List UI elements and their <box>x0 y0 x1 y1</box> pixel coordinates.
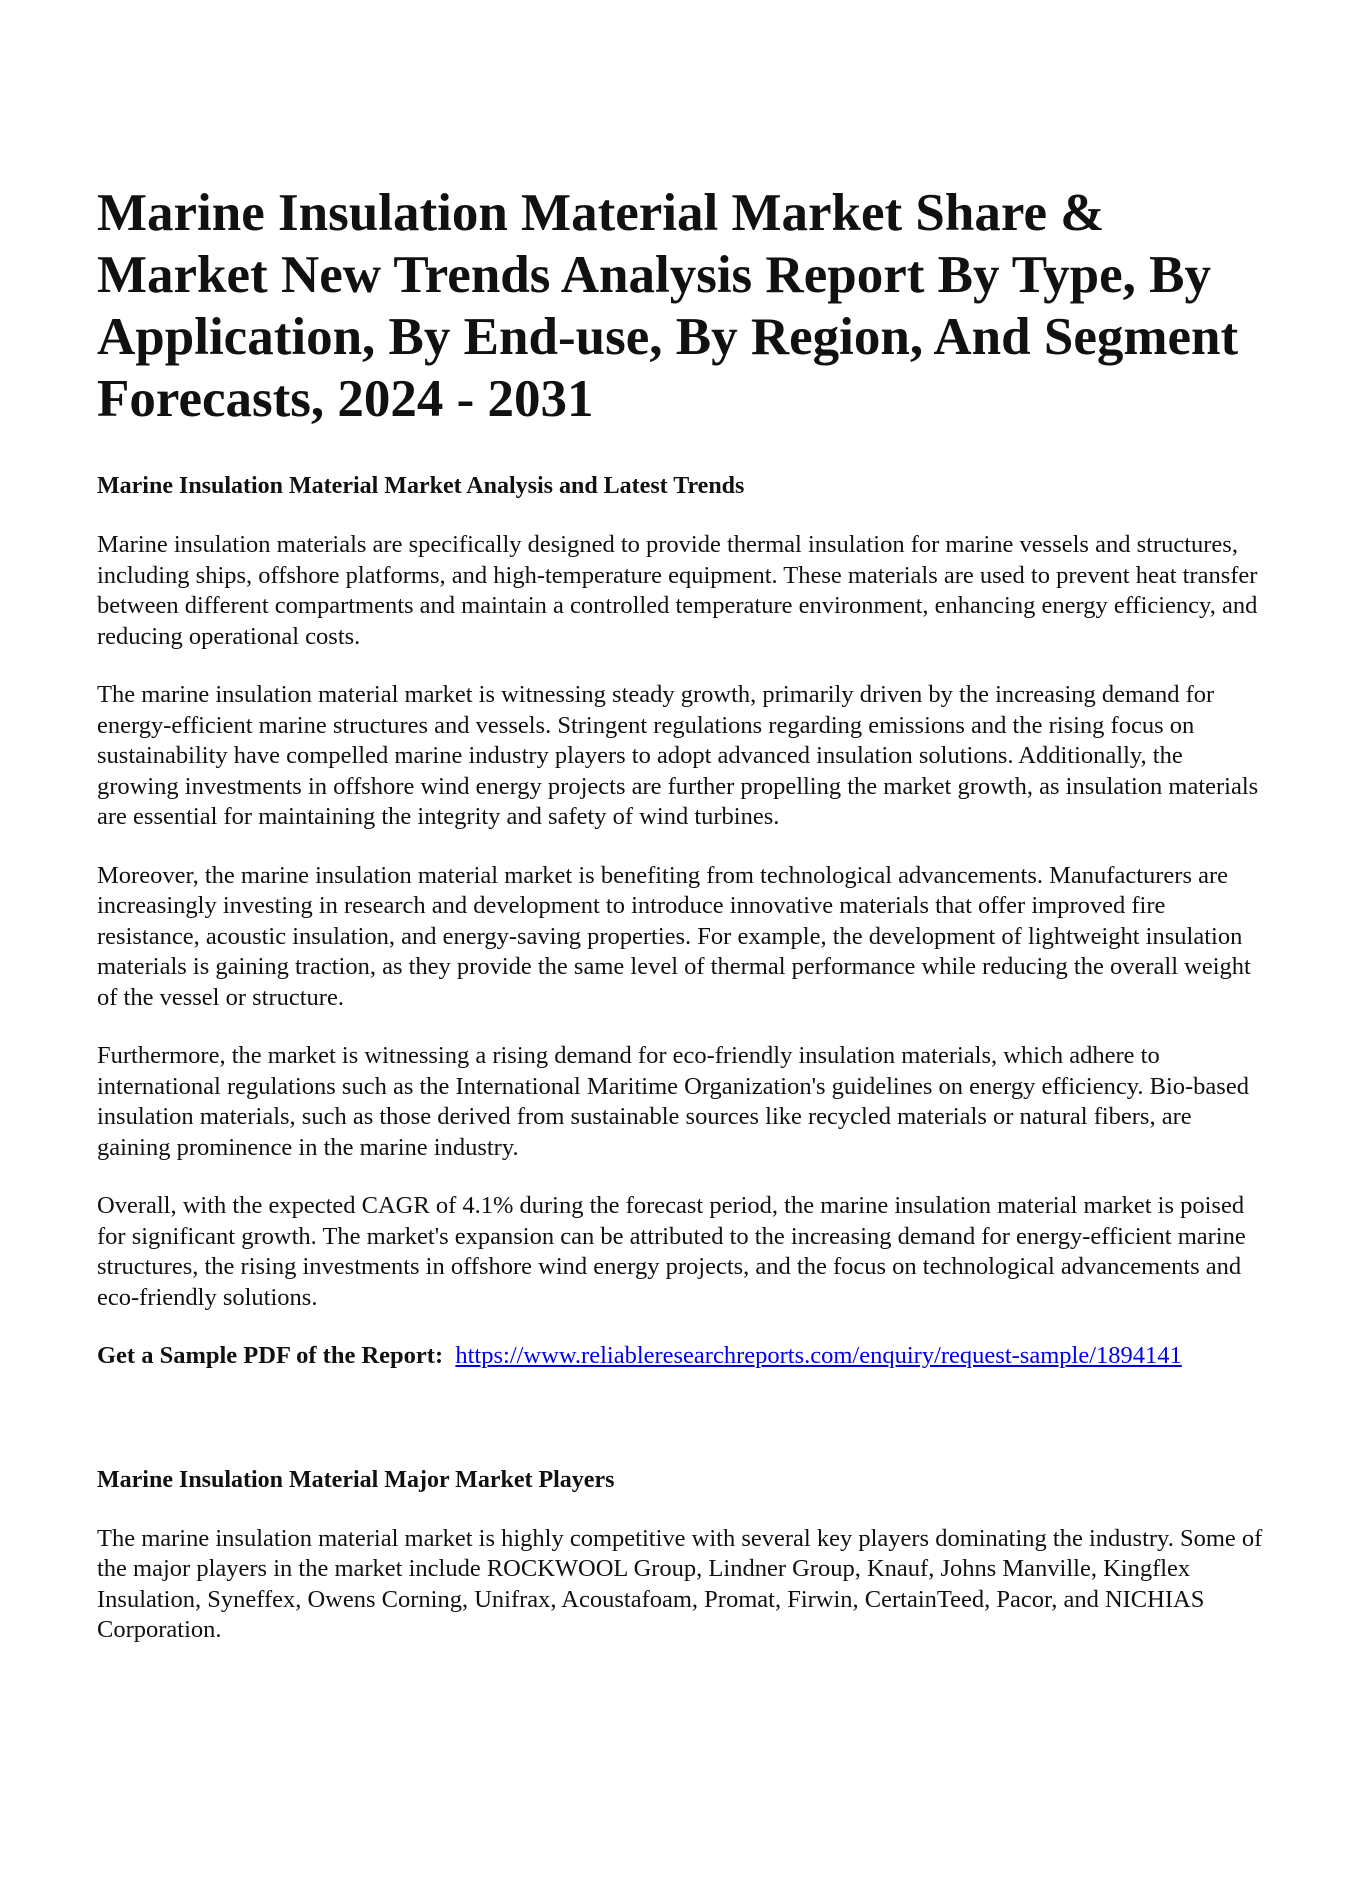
players-paragraph: The marine insulation material market is highly competitive with several key players dominating the industry. Some of the major players in the market include ROCKWOOL Group, Lindner Group, Knauf, Johns Manville, Kingflex Insulation, Syneffex, Owens Corning, Unifrax, Acoustafoam, Promat, Firwin, CertainTeed, Pacor, and NICHIAS Corporation. <box>97 1524 1263 1643</box>
report-title: Marine Insulation Material Market Share & Market New Trends Analysis Report By Type, By Application, By End-use, By Region, And Segment Forecasts, 2024 - 2031 <box>97 184 1239 428</box>
sample-pdf-link[interactable]: https://www.reliableresearchreports.com/enquiry/request-sample/1894141 <box>455 1342 1182 1369</box>
analysis-paragraph-3: Moreover, the marine insulation material market is benefiting from technological advancements. Manufacturers are increasingly investing in research and development to introduce innovative materials that offer improved fire resistance, acoustic insulation, and energy-saving properties. For example, the development of lightweight insulation materials is gaining traction, as they provide the same level of thermal performance while reducing the overall weight of the vessel or structure. <box>97 861 1251 1011</box>
analysis-section-heading: Marine Insulation Material Market Analysis and Latest Trends <box>97 473 745 499</box>
sample-pdf-label: Get a Sample PDF of the Report: <box>97 1342 444 1369</box>
analysis-paragraph-2: The marine insulation material market is witnessing steady growth, primarily driven by the increasing demand for energy-efficient marine structures and vessels. Stringent regulations regarding emissions and the rising focus on sustainability have compelled marine industry players to adopt advanced insulation solutions. Additionally, the growing investments in offshore wind energy projects are further propelling the market growth, as insulation materials are essential for maintaining the integrity and safety of wind turbines. <box>97 681 1259 830</box>
analysis-paragraph-1: Marine insulation materials are specifically designed to provide thermal insulation for marine vessels and structures, including ships, offshore platforms, and high-temperature equipment. These materials are used to prevent heat transfer between different compartments and maintain a controlled temperature environment, enhancing energy efficiency, and reducing operational costs. <box>97 531 1258 650</box>
analysis-paragraph-4: Furthermore, the market is witnessing a rising demand for eco-friendly insulation materials, which adhere to international regulations such as the International Maritime Organization's guidelines on energy efficiency. Bio-based insulation materials, such as those derived from sustainable sources like recycled materials or natural fibers, are gaining prominence in the marine industry. <box>97 1042 1249 1161</box>
sample-pdf-line <box>97 1341 1267 1372</box>
report-page <box>97 182 1267 1646</box>
analysis-paragraph-5: Overall, with the expected CAGR of 4.1% during the forecast period, the marine insulation material market is poised for significant growth. The market's expansion can be attributed to the increasing demand for energy-efficient marine structures, the rising investments in offshore wind energy projects, and the focus on technological advancements and eco-friendly solutions. <box>97 1192 1246 1311</box>
players-section-heading: Marine Insulation Material Major Market Players <box>97 1466 615 1493</box>
